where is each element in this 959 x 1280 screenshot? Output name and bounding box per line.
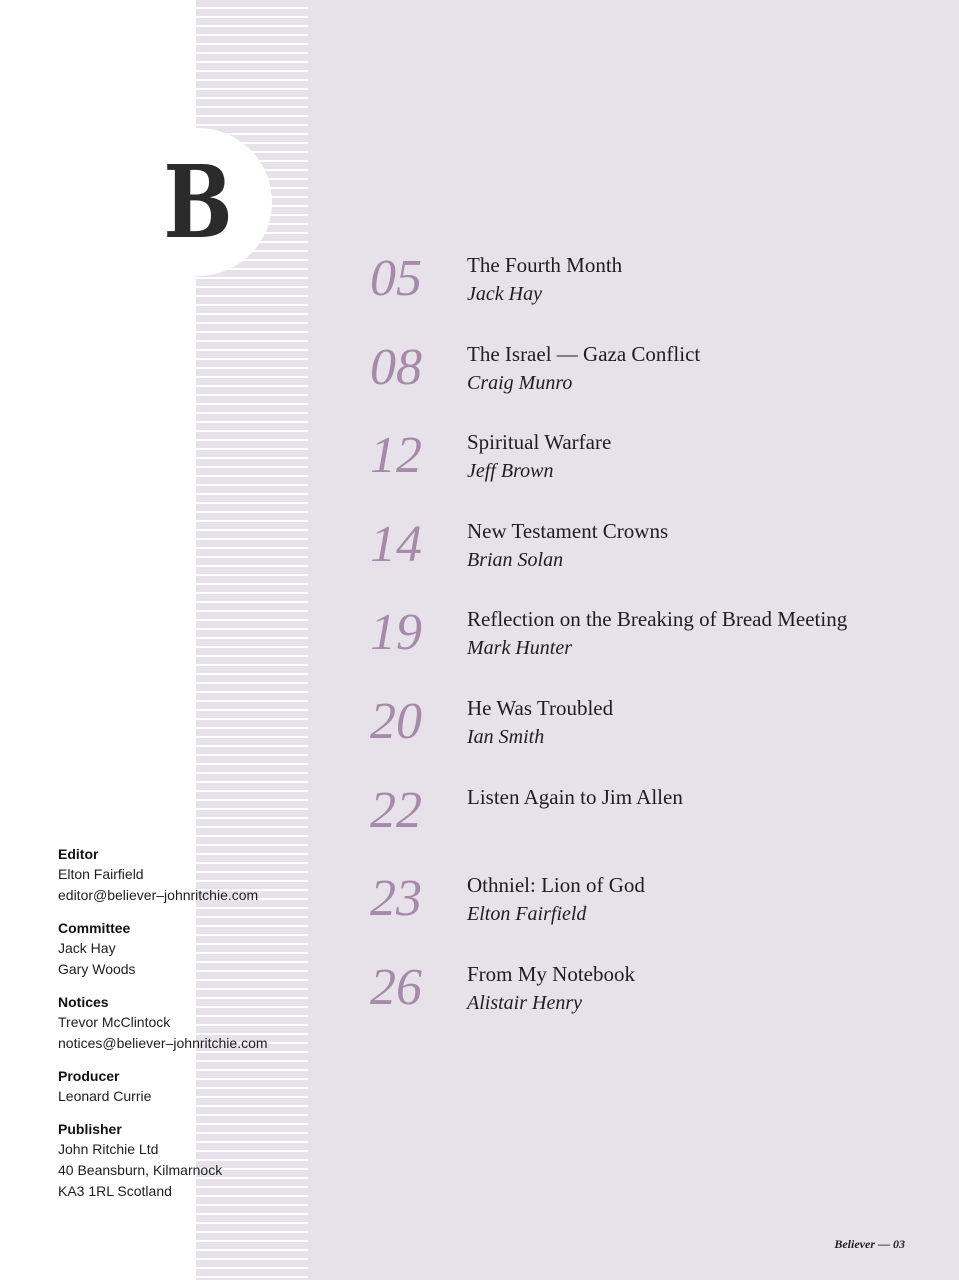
masthead-line: Elton Fairfield [58,866,144,882]
masthead-editor [58,845,318,906]
toc-author: Jeff Brown [467,460,554,483]
masthead-heading: Committee [58,920,131,936]
toc-page-number: 23 [370,870,422,928]
masthead-line: 40 Beansburn, Kilmarnock [58,1162,223,1178]
masthead-line: John Ritchie Ltd [58,1141,159,1157]
toc-title: The Fourth Month [467,253,623,277]
toc-author: Ian Smith [467,725,545,748]
toc-page-number: 19 [370,604,422,662]
masthead-publisher [58,1120,318,1202]
toc-author: Alistair Henry [467,991,582,1014]
toc-page-number: 12 [370,427,422,485]
logo-letter: B [163,143,233,261]
toc-page-number: 14 [370,515,422,573]
table-of-contents [370,250,930,1047]
toc-title: The Israel — Gaza Conflict [467,341,701,366]
masthead-heading: Producer [58,1068,120,1084]
toc-item[interactable] [370,782,930,871]
toc-author: Elton Fairfield [467,903,587,926]
toc-item[interactable] [370,339,930,428]
toc-item[interactable] [370,604,930,693]
toc-page-number: 22 [370,781,422,839]
toc-item[interactable] [370,870,930,959]
masthead-heading: Publisher [58,1121,122,1137]
toc-author: Brian Solan [467,548,564,571]
toc-title: Reflection on the Breaking of Bread Meeting [467,607,848,632]
toc-title: Listen Again to Jim Allen [467,784,683,809]
toc-title: He Was Troubled [467,695,614,720]
toc-page-number: 08 [370,338,422,396]
toc-title: New Testament Crowns [467,518,669,543]
toc-author: Mark Hunter [467,637,572,660]
masthead-line: Trevor McClintock [58,1014,171,1030]
toc-title: From My Notebook [467,961,635,986]
masthead-committee [58,919,318,980]
masthead-line: Leonard Currie [58,1088,152,1104]
toc-page-number: 05 [370,250,422,307]
notices-email-link[interactable]: notices@believer–johnritchie.com [58,1035,268,1051]
toc-page-number: 26 [370,958,422,1016]
masthead-producer [58,1067,318,1107]
toc-item[interactable] [370,959,930,1048]
toc-author: Jack Hay [467,283,542,305]
toc-item[interactable] [370,516,930,605]
toc-item[interactable] [370,693,930,782]
masthead-notices [58,993,318,1054]
toc-item[interactable] [370,427,930,516]
toc-title: Spiritual Warfare [467,430,612,455]
masthead-line: Gary Woods [58,961,136,977]
toc-title: Othniel: Lion of God [467,873,645,898]
toc-author: Craig Munro [467,371,573,394]
toc-page-number: 20 [370,692,422,750]
toc-item[interactable] [370,250,930,339]
editor-email-link[interactable]: editor@believer–johnritchie.com [58,887,259,903]
masthead-heading: Notices [58,994,109,1010]
masthead [58,845,318,1215]
masthead-line: Jack Hay [58,940,116,956]
masthead-heading: Editor [58,846,99,862]
masthead-line: KA3 1RL Scotland [58,1183,172,1199]
page-folio: Believer — 03 [834,1237,905,1251]
